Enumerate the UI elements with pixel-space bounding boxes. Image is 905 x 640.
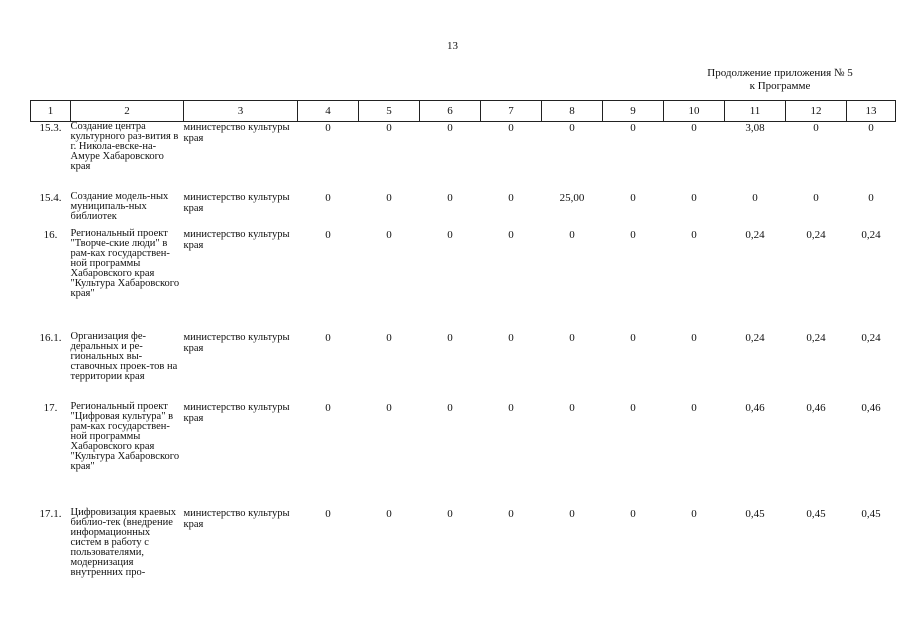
- value-col-10: 0: [691, 331, 697, 344]
- value-col-10: 0: [691, 507, 697, 520]
- value-col-9: 0: [630, 401, 636, 414]
- column-header-9: 9: [603, 101, 664, 122]
- value-col-7: 0: [508, 228, 514, 241]
- value-col-4: 0: [325, 401, 331, 414]
- value-col-8: 0: [569, 228, 575, 241]
- value-col-9: 0: [630, 507, 636, 520]
- value-col-9: 0: [630, 228, 636, 241]
- value-col-11: 0,45: [745, 507, 765, 520]
- value-col-11: 0,24: [745, 331, 765, 344]
- row-number: 17.: [43, 401, 58, 414]
- row-number: 16.1.: [39, 331, 62, 344]
- value-col-6: 0: [447, 331, 453, 344]
- value-col-10: 0: [691, 228, 697, 241]
- value-col-5: 0: [386, 401, 392, 414]
- value-col-12: 0,24: [806, 331, 826, 344]
- table-row: [31, 122, 896, 192]
- column-header-10: 10: [664, 101, 725, 122]
- value-col-11: 0: [752, 191, 758, 204]
- value-col-9: 0: [630, 191, 636, 204]
- value-col-5: 0: [386, 191, 392, 204]
- row-number: 15.4.: [39, 191, 62, 204]
- value-col-7: 0: [508, 191, 514, 204]
- table-body: [31, 122, 896, 608]
- column-header-1: 1: [31, 101, 71, 122]
- value-col-13: 0,45: [861, 507, 881, 520]
- value-col-12: 0,46: [806, 401, 826, 414]
- value-col-10: 0: [691, 401, 697, 414]
- value-col-10: 0: [691, 191, 697, 204]
- value-col-8: 0: [569, 331, 575, 344]
- value-col-7: 0: [508, 401, 514, 414]
- value-col-4: 0: [325, 507, 331, 520]
- value-col-13: 0: [868, 191, 874, 204]
- column-header-6: 6: [420, 101, 481, 122]
- value-col-7: 0: [508, 331, 514, 344]
- value-col-6: 0: [447, 122, 453, 134]
- appendix-continuation-note: [660, 67, 900, 93]
- row-number: 17.1.: [39, 507, 62, 520]
- executor: министерство культуры края: [183, 401, 290, 424]
- value-col-13: 0,24: [861, 228, 881, 241]
- activity-name: Организация фе-деральных и ре-гиональных вы-ставочных проек-тов на территории края: [70, 330, 178, 382]
- value-col-13: 0: [868, 122, 874, 134]
- column-header-11: 11: [725, 101, 786, 122]
- executor: министерство культуры края: [183, 228, 290, 251]
- value-col-8: 25,00: [559, 191, 585, 204]
- table-row: [31, 192, 896, 229]
- value-col-9: 0: [630, 331, 636, 344]
- table-row: [31, 402, 896, 508]
- column-header-12: 12: [786, 101, 847, 122]
- table-row: [31, 229, 896, 332]
- continuation-line-2: к Программе: [749, 80, 811, 92]
- value-col-5: 0: [386, 228, 392, 241]
- value-col-5: 0: [386, 122, 392, 134]
- column-header-8: 8: [542, 101, 603, 122]
- value-col-4: 0: [325, 122, 331, 134]
- value-col-8: 0: [569, 122, 575, 134]
- value-col-13: 0,24: [861, 331, 881, 344]
- activity-name: Создание центра культурного раз-вития в г. Никола-евске-на-Амуре Хабаровского края: [70, 121, 179, 172]
- value-col-12: 0: [813, 122, 819, 134]
- value-col-7: 0: [508, 507, 514, 520]
- column-header-7: 7: [481, 101, 542, 122]
- column-header-4: 4: [298, 101, 359, 122]
- value-col-12: 0,24: [806, 228, 826, 241]
- continuation-line-1: Продолжение приложения № 5: [707, 67, 853, 79]
- column-header-5: 5: [359, 101, 420, 122]
- value-col-8: 0: [569, 507, 575, 520]
- value-col-7: 0: [508, 122, 514, 134]
- table-row: [31, 332, 896, 402]
- executor: министерство культуры края: [183, 191, 290, 214]
- value-col-6: 0: [447, 401, 453, 414]
- value-col-11: 0,46: [745, 401, 765, 414]
- page-number: 13: [447, 40, 458, 52]
- activity-name: Региональный проект "Цифровая культура" в рам-ках государствен-ной программы Хабаровского края "Культура Хабаровского края": [70, 400, 180, 472]
- value-col-4: 0: [325, 228, 331, 241]
- value-col-5: 0: [386, 331, 392, 344]
- column-header-3: 3: [184, 101, 298, 122]
- activity-name: Цифровизация краевых библио-тек (внедрение информационных систем в работу с пользователями, модернизация внутренних про-: [70, 506, 177, 578]
- executor: министерство культуры края: [183, 122, 290, 144]
- table-row: [31, 508, 896, 608]
- value-col-4: 0: [325, 331, 331, 344]
- program-table: [30, 100, 896, 608]
- value-col-12: 0: [813, 191, 819, 204]
- executor: министерство культуры края: [183, 507, 290, 530]
- value-col-5: 0: [386, 507, 392, 520]
- executor: министерство культуры края: [183, 331, 290, 354]
- value-col-12: 0,45: [806, 507, 826, 520]
- column-header-2: 2: [71, 101, 184, 122]
- header-row: [31, 101, 896, 122]
- value-col-11: 3,08: [745, 122, 765, 134]
- activity-name: Региональный проект "Творче-ские люди" в рам-ках государствен-ной программы Хабаровского края "Культура Хабаровского края": [70, 227, 180, 299]
- value-col-6: 0: [447, 507, 453, 520]
- value-col-13: 0,46: [861, 401, 881, 414]
- value-col-11: 0,24: [745, 228, 765, 241]
- value-col-6: 0: [447, 228, 453, 241]
- value-col-4: 0: [325, 191, 331, 204]
- row-number: 16.: [43, 228, 58, 241]
- row-number: 15.3.: [39, 122, 62, 134]
- value-col-10: 0: [691, 122, 697, 134]
- column-header-13: 13: [847, 101, 896, 122]
- value-col-6: 0: [447, 191, 453, 204]
- value-col-8: 0: [569, 401, 575, 414]
- value-col-9: 0: [630, 122, 636, 134]
- activity-name: Создание модель-ных муниципаль-ных библиотек: [70, 190, 169, 222]
